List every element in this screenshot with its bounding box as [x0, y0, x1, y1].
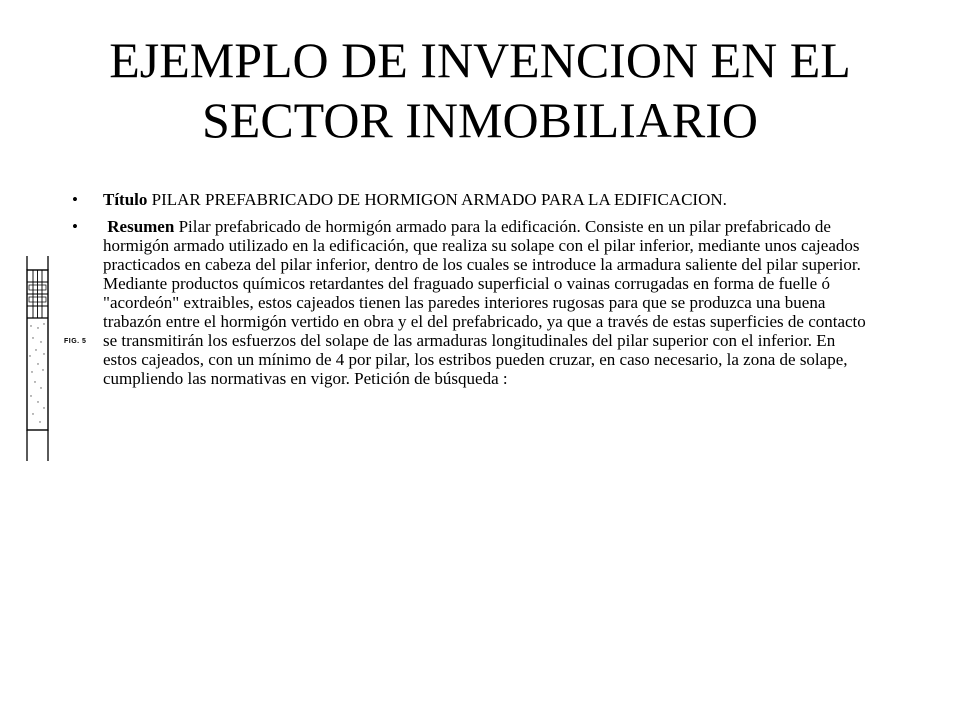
figure-label: FIG. 5	[64, 338, 87, 345]
bullet-label-titulo: Título	[103, 190, 148, 209]
title-line-1: EJEMPLO DE INVENCION EN EL	[109, 32, 851, 88]
title-line-2: SECTOR INMOBILIARIO	[201, 92, 759, 148]
bullet-marker: •	[72, 190, 78, 209]
bullet-marker: •	[72, 217, 78, 236]
bullet-title	[72, 190, 868, 209]
slide-title	[40, 30, 920, 150]
bullet-text-resumen: Pilar prefabricado de hormigón armado para la edificación. Consiste en un pilar prefabricado de hormigón armado utilizado en la edificación, que realiza su solape con el pilar inferior, mediante unos cajeados practicados en cabeza del pilar inferior, dentro de los cuales se introduce la armadura saliente del pilar superior. Mediante productos químicos retardantes del fraguado superficial o vainas corrugadas en forma de fuelle ó "acordeón" extraibles, estos cajeados tienen las paredes interiores rugosas para que se produzca una buena trabazón entre el hormigón vertido en obra y el del prefabricado, ya que a través de estas superficies de contacto se transmitirán los esfuerzos del solape de las armaduras longitudinales del pilar superior con el inferior. En estos cajeados, con un mínimo de 4 por pilar, los estribos pueden cruzar, en caso necesario, la zona de solape, cumpliendo las normativas en vigor. Petición de búsqueda :	[103, 217, 866, 388]
bullet-label-resumen: Resumen	[107, 217, 175, 236]
bullet-text-titulo: PILAR PREFABRICADO DE HORMIGON ARMADO PARA LA EDIFICACION.	[151, 190, 727, 209]
